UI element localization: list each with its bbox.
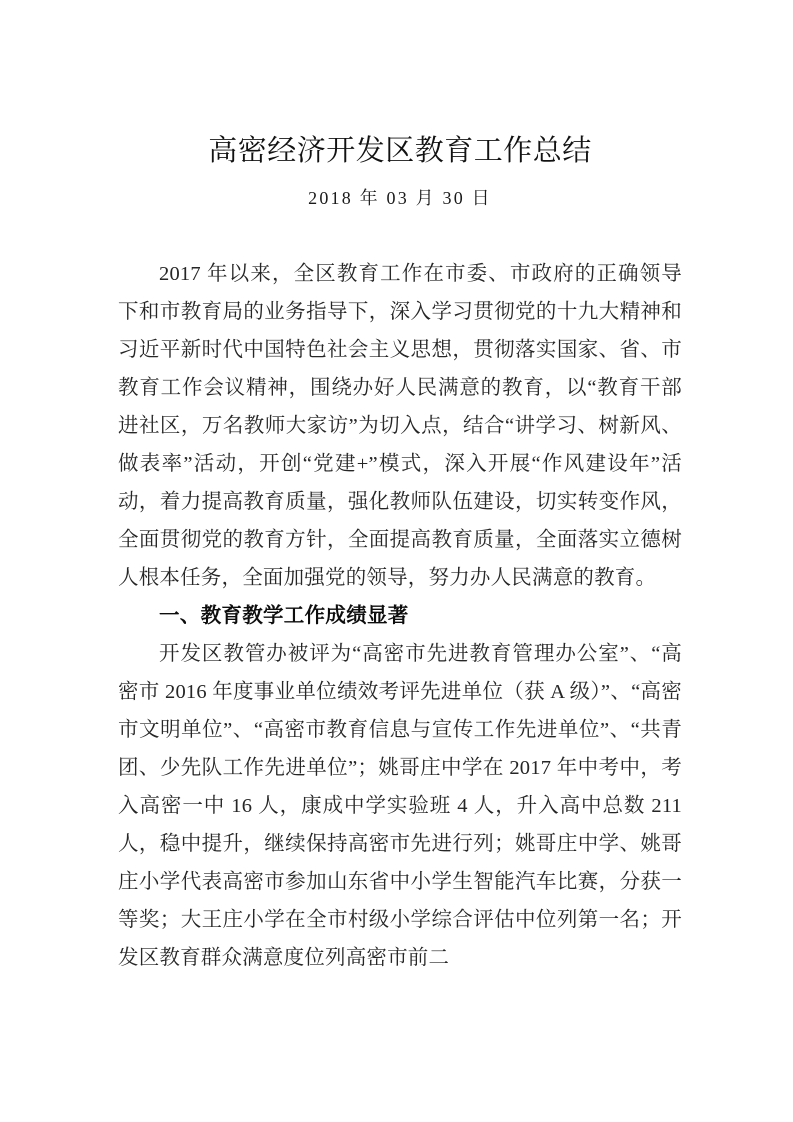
document-date: 2018 年 03 月 30 日 xyxy=(308,188,492,208)
document-content-column xyxy=(118,0,682,977)
section-heading-1: 一、教育教学工作成绩显著 xyxy=(159,604,409,627)
section-1-paragraph: 开发区教管办被评为“高密市先进教育管理办公室”、“高密市 2016 年度事业单位绩效考评先进单位（获 A 级）”、“高密市文明单位”、“高密市教育信息与宣传工作先进单位”、“共青团、少先队工作先进单位”；姚哥庄中学在 2017 年中考中，考入高密一中 16 人，康成中学实验班 4 人，升入高中总数 211 人，稳中提升，继续保持高密市先进行列；姚哥庄中学、姚哥庄小学代表高密市参加山东省中小学生智能汽车比赛，分获一等奖；大王庄小学在全市村级小学综合评估中位列第一名；开发区教育群众满意度位列高密市前二 xyxy=(118,643,682,969)
document-body xyxy=(118,255,682,977)
intro-paragraph: 2017 年以来，全区教育工作在市委、市政府的正确领导下和市教育局的业务指导下，深入学习贯彻党的十九大精神和习近平新时代中国特色社会主义思想，贯彻落实国家、省、市教育工作会议精神，围绕办好人民满意的教育，以“教育干部进社区，万名教师大家访”为切入点，结合“讲学习、树新风、做表率”活动，开创“党建+”模式，深入开展“作风建设年”活动，着力提高教育质量，强化教师队伍建设，切实转变作风，全面贯彻党的教育方针，全面提高教育质量，全面落实立德树人根本任务，全面加强党的领导，努力办人民满意的教育。 xyxy=(118,263,682,589)
page-title: 高密经济开发区教育工作总结 xyxy=(208,135,592,167)
